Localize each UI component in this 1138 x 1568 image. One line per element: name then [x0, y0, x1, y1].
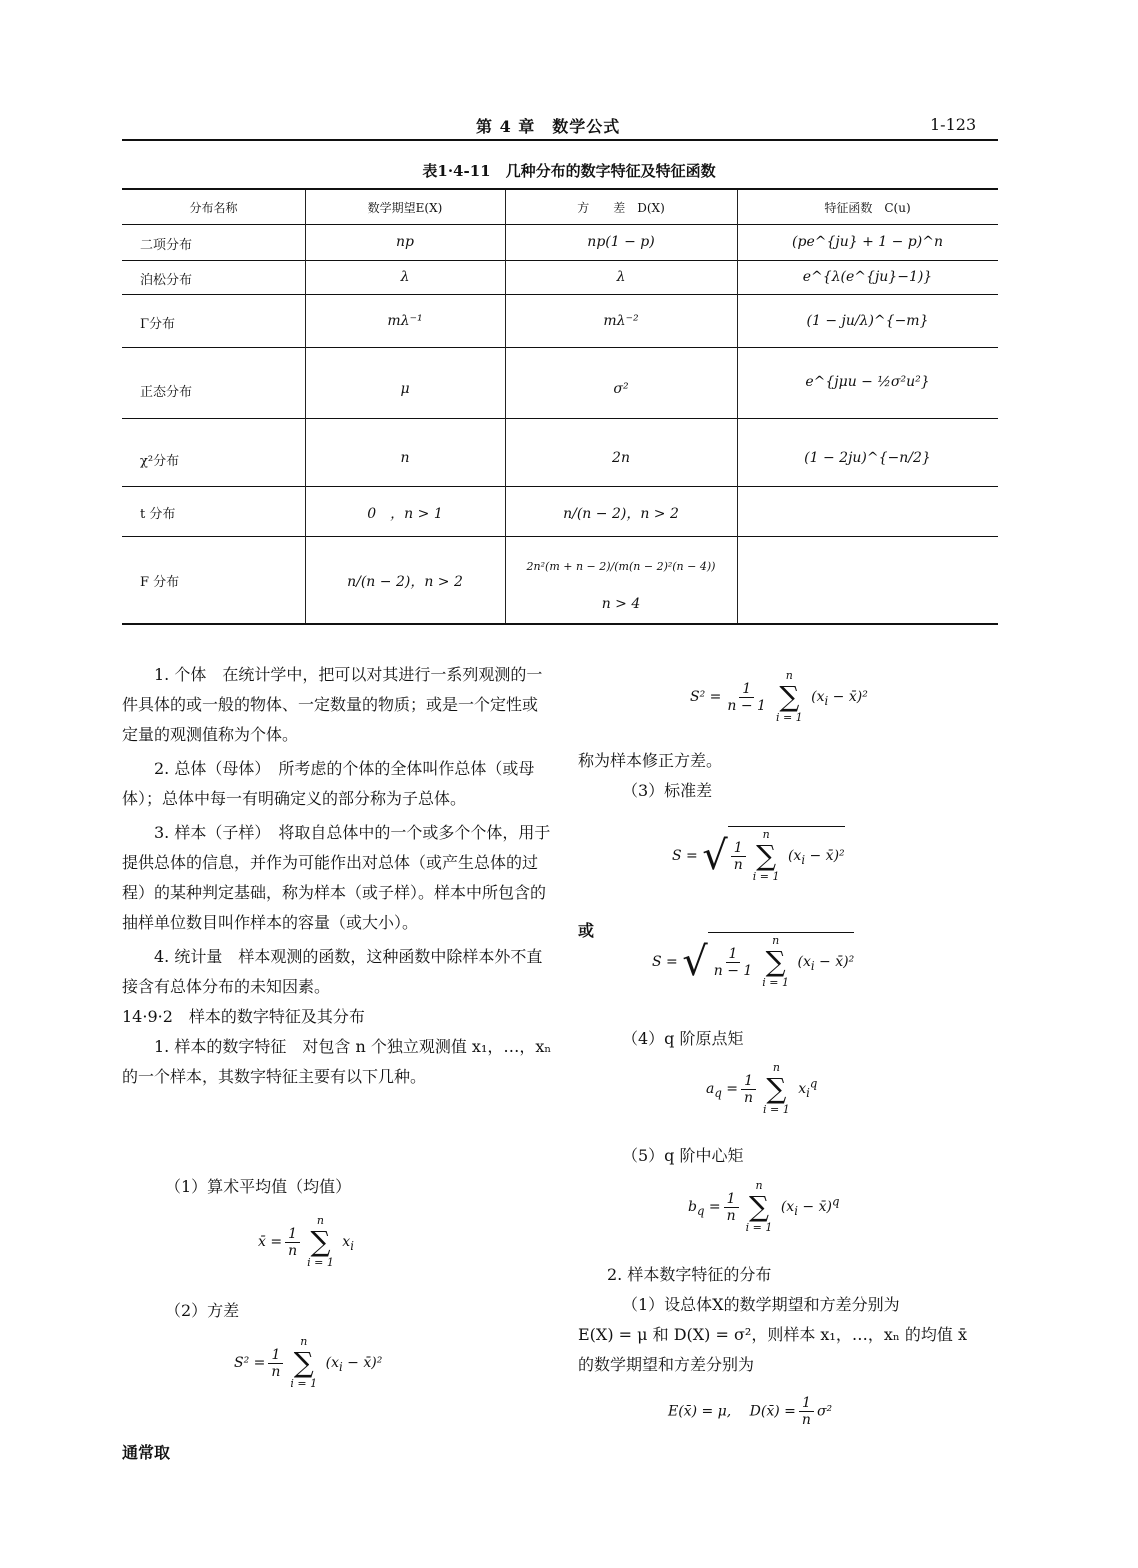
cf-cell: e^{jμu − ½σ²u²} [805, 374, 930, 390]
paragraph-line-3: 的数学期望和方差分别为 [578, 1355, 755, 1374]
mean-cell: np [396, 234, 414, 250]
table-title: 表1·4-11 几种分布的数字特征及特征函数 [422, 162, 716, 180]
mean-cell: 0 ，n > 1 [367, 506, 443, 522]
paragraph-statistic: 4. 统计量 样本观测的函数，这种函数中除样本外不直接含有总体分布的未知因素。 [122, 947, 543, 996]
formula-modified-variance: S² = $\frac{1}{n - 1}$ n ∑ i = 1 ($x_i$ − x̄)² [690, 669, 868, 724]
paragraph-sample-features: 1. 样本的数字特征 对包含 n 个独立观测值 x₁，…，xₙ 的一个样本，其数字特征主要有以下几种。 [122, 1037, 552, 1086]
formula-central-moment: $b_q$ = $\frac{1}{n}$ n ∑ i = 1 ($x_i$ − x̄)$^q$ [688, 1179, 840, 1234]
paragraph-individual: 1. 个体 在统计学中，把可以对其进行一系列观测的一件具体的或一般的物体、一定数量的物质；或是一个定性或定量的观测值称为个体。 [122, 665, 543, 744]
row-name: t 分布 [140, 507, 176, 522]
mean-cell: mλ⁻¹ [387, 313, 423, 329]
paragraph-population: 2. 总体（母体） 所考虑的个体的全体叫作总体（或母体）；总体中每一有明确定义的部分称为子总体。 [122, 759, 535, 808]
section-heading: 14·9·2 样本的数字特征及其分布 [122, 1007, 365, 1026]
formula-stddev-2: S = √ $\frac{1}{n - 1}$ n ∑ i = 1 ($x_i$ − x̄)² [652, 934, 855, 989]
modified-variance-label: 称为样本修正方差。 [578, 751, 723, 770]
header-rule [122, 139, 998, 141]
cf-cell: (1 − 2ju)^{−n/2} [804, 450, 931, 466]
item-central-moment-heading: （5）q 阶中心矩 [622, 1146, 744, 1165]
paragraph-line-1: （1）设总体X的数学期望和方差分别为 [622, 1295, 900, 1314]
table-top-rule [122, 188, 998, 190]
variance-cell: mλ⁻² [603, 313, 639, 329]
formula-mean-expectation: E(x̄) = μ, D(x̄) = $\frac{1}{n}$ σ² [668, 1395, 833, 1428]
formula-sample-variance: S² = $\frac{1}{n}$ n ∑ i = 1 ($x_i$ − x̄)² [234, 1335, 383, 1390]
mean-cell: n [400, 450, 410, 466]
item-stddev-heading: （3）标准差 [622, 781, 713, 800]
page-number: 1-123 [930, 115, 977, 134]
variance-cell: np(1 − p) [587, 234, 655, 250]
formula-sample-mean: x̄ = $\frac{1}{n}$ n ∑ i = 1 $x_i$ [258, 1214, 354, 1269]
col-header-cf: 特征函数 C(u) [824, 201, 911, 215]
paragraph-sample: 3. 样本（子样） 将取自总体中的一个或多个个体，用于提供总体的信息，并作为可能作出对总体（或产生总体的过程）的某种判定基础，称为样本（或子样）。样本中所包含的抽样单位数目叫作样本的容量（或大小）。 [122, 823, 551, 932]
section-distribution-heading: 2. 样本数字特征的分布 [607, 1265, 772, 1284]
row-name: 泊松分布 [140, 273, 193, 288]
mean-cell: μ [400, 381, 410, 397]
mean-cell: λ [400, 269, 410, 285]
row-name: 正态分布 [140, 385, 193, 400]
item-variance-heading: （2）方差 [165, 1301, 240, 1320]
variance-cell: λ [616, 269, 626, 285]
col-header-variance: 方 差 D(X) [577, 201, 665, 215]
row-name: 二项分布 [140, 238, 193, 253]
table-bottom-rule [122, 623, 998, 625]
row-name: Γ分布 [140, 317, 176, 332]
variance-cell: 2n [612, 450, 630, 466]
col-header-mean: 数学期望E(X) [367, 201, 443, 215]
variance-cell: n/(n − 2)，n > 2 [563, 506, 679, 522]
variance-condition: n > 4 [601, 596, 641, 612]
left-column [122, 660, 552, 1092]
variance-cell: σ² [613, 381, 629, 397]
chapter-header: 第 4 章 数学公式 [476, 117, 621, 136]
cf-cell: (pe^{ju} + 1 − p)^n [792, 234, 943, 250]
tail-text: 通常取 [122, 1443, 171, 1462]
or-text: 或 [578, 921, 595, 940]
row-name: χ²分布 [140, 454, 180, 469]
mean-cell: n/(n − 2)，n > 2 [347, 574, 463, 590]
item-raw-moment-heading: （4）q 阶原点矩 [622, 1029, 744, 1048]
variance-cell: 2n²(m + n − 2)/(m(n − 2)²(n − 4)) [526, 560, 716, 573]
cf-cell: (1 − ju/λ)^{−m} [806, 313, 929, 329]
col-header-name: 分布名称 [189, 201, 238, 215]
item-mean-heading: （1）算术平均值（均值） [165, 1177, 352, 1196]
formula-raw-moment: $a_q$ = $\frac{1}{n}$ n ∑ i = 1 $x_i^q$ [706, 1061, 818, 1116]
formula-stddev-1: S = √ $\frac{1}{n}$ n ∑ i = 1 ($x_i$ − x̄)² [672, 828, 845, 883]
cf-cell: e^{λ(e^{ju}−1)} [802, 269, 933, 285]
row-name: F 分布 [140, 575, 180, 590]
paragraph-line-2: E(X) = μ 和 D(X) = σ²，则样本 x₁，…，xₙ 的均值 x̄ [578, 1325, 967, 1344]
